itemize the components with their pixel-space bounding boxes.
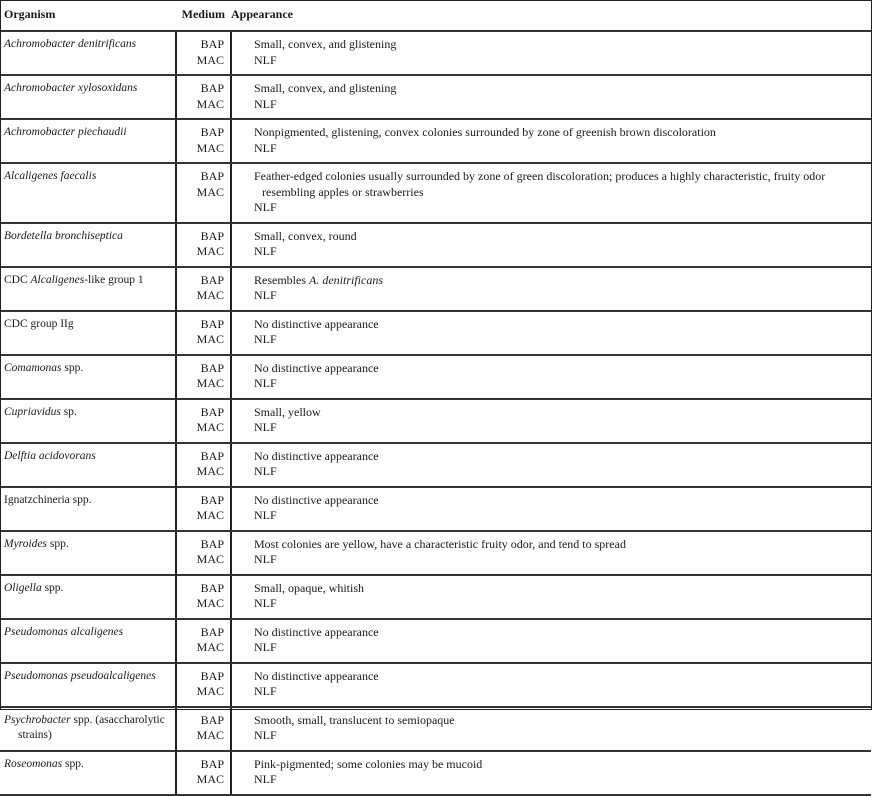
medium-mac: MAC	[196, 420, 224, 434]
appearance-mac: NLF	[254, 244, 277, 258]
appearance-mac: NLF	[254, 552, 277, 566]
organism-name-suffix: -like group 1	[84, 273, 144, 286]
medium-cell	[176, 267, 231, 311]
table-row	[0, 223, 871, 267]
organism-cell	[0, 267, 176, 311]
organism-name-italic: Pseudomonas alcaligenes	[4, 625, 124, 638]
organism-cell	[0, 531, 176, 575]
medium-bap: BAP	[200, 81, 224, 95]
medium-cell	[176, 31, 231, 75]
medium-bap: BAP	[200, 125, 224, 139]
organism-name-italic: Oligella	[4, 581, 42, 594]
appearance-bap: No distinctive appearance	[254, 360, 379, 375]
organism-name-continuation: strains)	[18, 729, 52, 741]
appearance-mac: NLF	[254, 684, 277, 698]
table-row	[0, 707, 871, 751]
organism-cell	[0, 119, 176, 163]
organism-cell	[0, 663, 176, 707]
organism-name-italic: Alcaligenes faecalis	[4, 170, 97, 182]
appearance-cell	[231, 531, 871, 575]
appearance-bap-prefix: Resembles	[254, 272, 309, 287]
medium-mac: MAC	[196, 728, 224, 742]
appearance-bap: Small, convex, round	[254, 228, 357, 243]
medium-bap: BAP	[200, 228, 224, 243]
organism-name-suffix: spp. (asaccharolytic	[70, 713, 165, 726]
medium-mac: MAC	[196, 596, 224, 610]
organism-cell	[0, 751, 176, 795]
appearance-bap: No distinctive appearance	[254, 316, 379, 331]
appearance-cell	[231, 311, 871, 355]
appearance-cell	[231, 443, 871, 487]
table-row	[0, 267, 871, 311]
appearance-mac: NLF	[254, 140, 277, 155]
appearance-mac: NLF	[254, 420, 277, 434]
medium-cell	[176, 311, 231, 355]
medium-mac: MAC	[196, 140, 224, 155]
appearance-cell	[231, 75, 871, 119]
appearance-cell	[231, 223, 871, 267]
table-row	[0, 75, 871, 119]
medium-cell	[176, 487, 231, 531]
appearance-bap: Smooth, small, translucent to semiopaque	[254, 712, 455, 727]
medium-cell	[176, 75, 231, 119]
medium-cell	[176, 163, 231, 223]
medium-bap: BAP	[200, 404, 224, 419]
organism-cell	[0, 311, 176, 355]
organism-cell	[0, 75, 176, 119]
appearance-bap: No distinctive appearance	[254, 624, 379, 639]
medium-mac: MAC	[196, 184, 224, 199]
table-row	[0, 119, 871, 163]
appearance-mac: NLF	[254, 288, 277, 302]
organism-prefix: CDC	[4, 273, 31, 286]
appearance-bap: Small, convex, and glistening	[254, 81, 397, 95]
table-header-row	[0, 0, 871, 31]
header-appearance: Appearance	[231, 0, 871, 31]
medium-mac: MAC	[196, 508, 224, 522]
appearance-bap-italic: A. denitrificans	[309, 272, 383, 287]
organism-cell	[0, 163, 176, 223]
organism-cell	[0, 31, 176, 75]
organism-name-italic: Achromobacter piechaudii	[4, 126, 127, 138]
organism-cell	[0, 619, 176, 663]
medium-cell	[176, 707, 231, 751]
organism-name-italic: Comamonas	[4, 361, 62, 374]
medium-bap: BAP	[200, 756, 224, 771]
appearance-mac: NLF	[254, 200, 277, 214]
appearance-bap: No distinctive appearance	[254, 448, 379, 463]
medium-bap: BAP	[200, 492, 224, 507]
table-row	[0, 531, 871, 575]
organism-name-italic: Cupriavidus	[4, 405, 61, 418]
organism-cell	[0, 707, 176, 751]
medium-cell	[176, 223, 231, 267]
appearance-bap: Pink-pigmented; some colonies may be mucoid	[254, 756, 483, 771]
appearance-mac: NLF	[254, 52, 277, 67]
appearance-mac: NLF	[254, 464, 277, 478]
appearance-cell	[231, 267, 871, 311]
medium-cell	[176, 751, 231, 795]
table-row	[0, 619, 871, 663]
table-body	[0, 31, 871, 795]
medium-mac: MAC	[196, 288, 224, 302]
header-organism: Organism	[0, 0, 176, 31]
table-row	[0, 487, 871, 531]
appearance-cell	[231, 575, 871, 619]
appearance-cell	[231, 751, 871, 795]
organism-name-italic: Alcaligenes	[30, 273, 85, 286]
appearance-mac: NLF	[254, 640, 277, 654]
medium-mac: MAC	[196, 96, 224, 111]
table-row	[0, 663, 871, 707]
medium-bap: BAP	[200, 272, 224, 287]
organism-name-italic: Achromobacter denitrificans	[4, 38, 137, 50]
organism-name-suffix: sp.	[60, 405, 77, 418]
appearance-bap: Small, convex, and glistening	[254, 37, 397, 51]
organism-cell	[0, 355, 176, 399]
appearance-cell	[231, 399, 871, 443]
appearance-bap	[254, 273, 867, 289]
organism-cell	[0, 443, 176, 487]
appearance-bap: Nonpigmented, glistening, convex colonies surrounded by zone of greenish brown discoloration	[254, 125, 716, 139]
organism-cell	[0, 223, 176, 267]
organism-cell	[0, 487, 176, 531]
medium-mac: MAC	[196, 376, 224, 390]
organism-cell	[0, 575, 176, 619]
appearance-cell	[231, 355, 871, 399]
medium-mac: MAC	[196, 684, 224, 698]
appearance-bap: No distinctive appearance	[254, 492, 379, 507]
medium-bap: BAP	[200, 448, 224, 463]
medium-cell	[176, 355, 231, 399]
table-row	[0, 311, 871, 355]
organism-name-italic: Psychrobacter	[4, 713, 71, 726]
table-row	[0, 751, 871, 795]
appearance-bap: No distinctive appearance	[254, 668, 379, 683]
organism-cell	[0, 399, 176, 443]
medium-mac: MAC	[196, 772, 224, 786]
organism-name-suffix: spp.	[62, 757, 84, 770]
organism-name-italic: Roseomonas	[4, 757, 63, 770]
appearance-bap-continuation: resembling apples or strawberries	[262, 184, 424, 199]
appearance-bap: Small, yellow	[254, 404, 321, 419]
medium-mac: MAC	[196, 332, 224, 346]
medium-mac: MAC	[196, 52, 224, 67]
appearance-cell	[231, 119, 871, 163]
appearance-mac: NLF	[254, 728, 277, 742]
organism-prefix: CDC group IIg	[4, 317, 74, 330]
medium-cell	[176, 575, 231, 619]
organism-name-suffix: spp.	[41, 581, 64, 594]
organism-name-italic: Myroides	[4, 537, 48, 550]
appearance-mac: NLF	[254, 596, 277, 610]
appearance-cell	[231, 487, 871, 531]
medium-cell	[176, 531, 231, 575]
organism-name-suffix: spp.	[47, 537, 69, 550]
appearance-cell	[231, 163, 871, 223]
appearance-cell	[231, 663, 871, 707]
medium-cell	[176, 619, 231, 663]
medium-bap: BAP	[200, 169, 224, 183]
medium-mac: MAC	[196, 552, 224, 566]
organism-name-suffix: spp.	[61, 361, 84, 374]
appearance-mac: NLF	[254, 96, 277, 111]
table-row	[0, 163, 871, 223]
medium-bap: BAP	[200, 712, 224, 727]
organism-name-italic: Delftia acidovorans	[4, 449, 96, 462]
appearance-bap: Small, opaque, whitish	[254, 580, 364, 595]
organism-name-italic: Pseudomonas pseudoalcaligenes	[4, 669, 156, 682]
organism-prefix: Ignatzchineria spp.	[4, 493, 92, 506]
medium-bap: BAP	[200, 316, 224, 331]
medium-bap: BAP	[200, 360, 224, 375]
table-row	[0, 575, 871, 619]
appearance-mac: NLF	[254, 772, 277, 786]
table-row	[0, 355, 871, 399]
organism-name-italic: Bordetella bronchiseptica	[4, 229, 123, 242]
header-medium: Medium	[176, 0, 231, 31]
medium-mac: MAC	[196, 244, 224, 258]
table-row	[0, 443, 871, 487]
appearance-mac: NLF	[254, 376, 277, 390]
table-row	[0, 31, 871, 75]
medium-cell	[176, 443, 231, 487]
table-row	[0, 399, 871, 443]
medium-cell	[176, 663, 231, 707]
medium-cell	[176, 119, 231, 163]
appearance-mac: NLF	[254, 508, 277, 522]
appearance-bap: Feather-edged colonies usually surrounded by zone of green discoloration; produces a highly characteristic, fruity odor	[254, 169, 826, 183]
appearance-mac: NLF	[254, 332, 277, 346]
medium-mac: MAC	[196, 640, 224, 654]
medium-bap: BAP	[200, 624, 224, 639]
medium-bap: BAP	[200, 37, 224, 51]
medium-bap: BAP	[200, 536, 224, 551]
organism-name-italic: Achromobacter xylosoxidans	[4, 82, 138, 94]
appearance-cell	[231, 31, 871, 75]
appearance-bap: Most colonies are yellow, have a characteristic fruity odor, and tend to spread	[254, 536, 626, 551]
medium-bap: BAP	[200, 580, 224, 595]
appearance-cell	[231, 619, 871, 663]
medium-bap: BAP	[200, 668, 224, 683]
appearance-cell	[231, 707, 871, 751]
medium-mac: MAC	[196, 464, 224, 478]
medium-cell	[176, 399, 231, 443]
